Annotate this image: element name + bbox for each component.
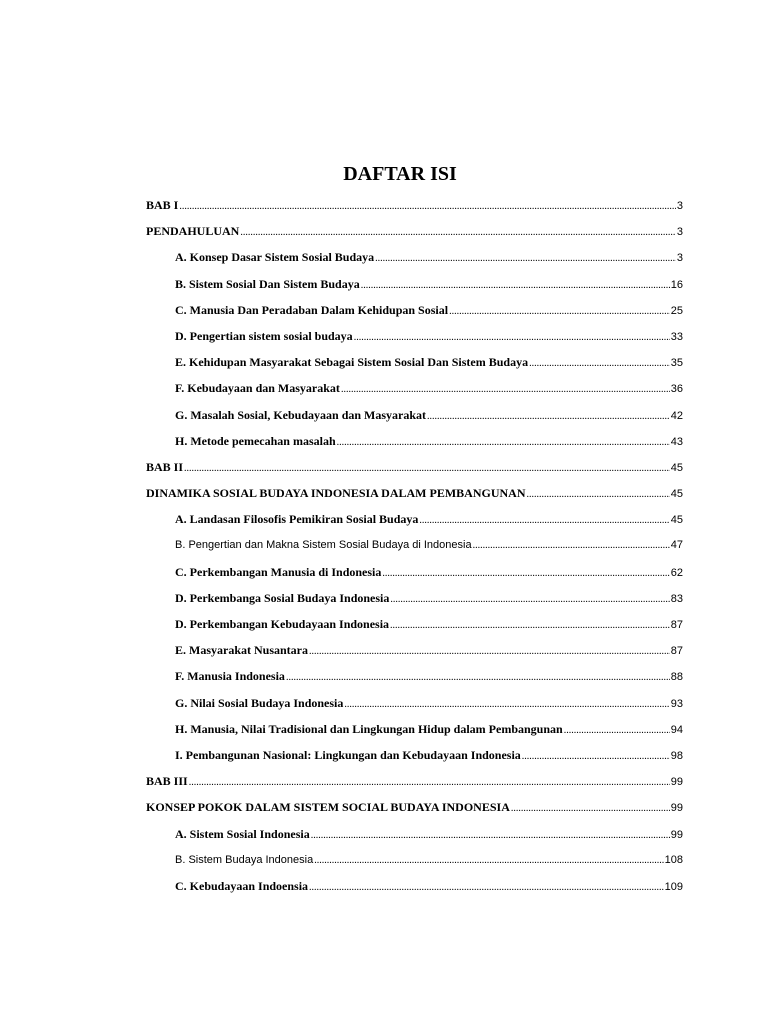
toc-entry bbox=[146, 405, 683, 431]
dot-leader bbox=[527, 485, 670, 505]
dot-leader bbox=[286, 668, 670, 688]
toc-entry bbox=[146, 378, 683, 404]
toc-entry bbox=[146, 247, 683, 273]
toc-entry-label: C. Manusia Dan Peradaban Dalam Kehidupan Sosial bbox=[175, 302, 449, 317]
toc-entry-page-number: 83 bbox=[670, 592, 683, 605]
toc-entry-page-number: 99 bbox=[670, 828, 683, 841]
toc-entry bbox=[146, 745, 683, 771]
dot-leader bbox=[427, 407, 670, 427]
dot-leader bbox=[341, 380, 670, 400]
toc-entry bbox=[146, 483, 683, 509]
toc-entry-label: B. Pengertian dan Makna Sistem Sosial Budaya di Indonesia bbox=[175, 539, 472, 552]
toc-entry bbox=[146, 431, 683, 457]
toc-entry-page-number: 45 bbox=[670, 461, 683, 474]
toc-entry bbox=[146, 300, 683, 326]
toc-entry bbox=[146, 535, 683, 561]
toc-entry-page-number: 3 bbox=[676, 200, 683, 212]
toc-entry-page-number: 25 bbox=[670, 304, 683, 317]
toc-entry-label: C. Perkembangan Manusia di Indonesia bbox=[175, 564, 382, 579]
toc-entry-label: B. Sistem Budaya Indonesia bbox=[175, 853, 314, 866]
toc-entry bbox=[146, 352, 683, 378]
toc-entry-label: PENDAHULUAN bbox=[146, 224, 240, 239]
toc-entry-label: F. Kebudayaan dan Masyarakat bbox=[175, 381, 340, 396]
toc-entry-page-number: 108 bbox=[664, 853, 683, 866]
toc-entry-label: DINAMIKA SOSIAL BUDAYA INDONESIA DALAM PEMBANGUNAN bbox=[146, 486, 526, 501]
dot-leader bbox=[337, 433, 670, 453]
dot-leader bbox=[344, 695, 669, 715]
toc-entry bbox=[146, 588, 683, 614]
dot-leader bbox=[375, 249, 676, 269]
dot-leader bbox=[311, 826, 670, 846]
dot-leader bbox=[419, 511, 669, 531]
toc-entry-page-number: 33 bbox=[670, 330, 683, 343]
toc-entry-page-number: 88 bbox=[670, 671, 683, 684]
toc-entry-page-number: 98 bbox=[670, 749, 683, 762]
toc-entry bbox=[146, 824, 683, 850]
toc-entry bbox=[146, 693, 683, 719]
toc-entry-page-number: 42 bbox=[670, 409, 683, 422]
toc-entry-label: H. Metode pemecahan masalah bbox=[175, 433, 336, 448]
toc-entry-page-number: 16 bbox=[670, 278, 683, 291]
toc-entry bbox=[146, 850, 683, 876]
toc-entry bbox=[146, 221, 683, 247]
toc-entry bbox=[146, 457, 683, 483]
toc-entry bbox=[146, 876, 683, 902]
toc-entry bbox=[146, 562, 683, 588]
toc-entry-page-number: 62 bbox=[670, 566, 683, 579]
page-title: DAFTAR ISI bbox=[343, 163, 457, 185]
toc-entry bbox=[146, 274, 683, 300]
toc-entry-page-number: 43 bbox=[670, 435, 683, 448]
dot-leader bbox=[354, 328, 670, 348]
dot-leader bbox=[473, 536, 670, 556]
toc-entry-label: D. Perkembanga Sosial Budaya Indonesia bbox=[175, 590, 390, 605]
toc-entry-label: BAB II bbox=[146, 459, 184, 474]
toc-entry-page-number: 99 bbox=[670, 776, 683, 789]
toc-entry-page-number: 3 bbox=[676, 226, 683, 239]
dot-leader bbox=[179, 197, 676, 217]
dot-leader bbox=[309, 642, 670, 662]
toc-entry-label: B. Sistem Sosial Dan Sistem Budaya bbox=[175, 276, 360, 291]
toc-entry-label: KONSEP POKOK DALAM SISTEM SOCIAL BUDAYA INDONESIA bbox=[146, 800, 510, 815]
toc-entry-page-number: 109 bbox=[664, 880, 683, 893]
toc-entry bbox=[146, 666, 683, 692]
dot-leader bbox=[449, 302, 670, 322]
dot-leader bbox=[361, 276, 670, 296]
table-of-contents bbox=[146, 195, 683, 902]
dot-leader bbox=[309, 878, 664, 898]
dot-leader bbox=[382, 564, 669, 584]
toc-entry-label: A. Landasan Filosofis Pemikiran Sosial Budaya bbox=[175, 512, 419, 527]
toc-entry-label: C. Kebudayaan Indoensia bbox=[175, 878, 309, 893]
toc-entry-page-number: 36 bbox=[670, 383, 683, 396]
dot-leader bbox=[522, 747, 670, 767]
dot-leader bbox=[390, 590, 669, 610]
toc-entry bbox=[146, 195, 683, 221]
toc-entry-page-number: 45 bbox=[670, 488, 683, 501]
toc-entry-label: F. Manusia Indonesia bbox=[175, 669, 285, 684]
toc-entry-page-number: 87 bbox=[670, 645, 683, 658]
toc-entry-label: E. Kehidupan Masyarakat Sebagai Sistem Sosial Dan Sistem Budaya bbox=[175, 355, 529, 370]
toc-entry-label: G. Masalah Sosial, Kebudayaan dan Masyarakat bbox=[175, 407, 427, 422]
toc-entry-label: I. Pembangunan Nasional: Lingkungan dan Kebudayaan Indonesia bbox=[175, 747, 521, 762]
toc-entry bbox=[146, 614, 683, 640]
toc-entry bbox=[146, 797, 683, 823]
toc-entry-label: H. Manusia, Nilai Tradisional dan Lingkungan Hidup dalam Pembangunan bbox=[175, 721, 563, 736]
toc-entry-label: E. Masyarakat Nusantara bbox=[175, 643, 309, 658]
toc-entry bbox=[146, 719, 683, 745]
toc-entry-label: D. Pengertian sistem sosial budaya bbox=[175, 328, 353, 343]
dot-leader bbox=[529, 354, 670, 374]
toc-entry-label: G. Nilai Sosial Budaya Indonesia bbox=[175, 695, 344, 710]
toc-entry-page-number: 47 bbox=[670, 539, 683, 552]
toc-entry-page-number: 35 bbox=[670, 357, 683, 370]
dot-leader bbox=[240, 223, 676, 243]
dot-leader bbox=[564, 721, 670, 741]
toc-entry-label: D. Perkembangan Kebudayaan Indonesia bbox=[175, 617, 390, 631]
dot-leader bbox=[511, 799, 670, 819]
toc-entry-label: A. Sistem Sosial Indonesia bbox=[175, 826, 310, 841]
toc-entry-label: BAB III bbox=[146, 774, 188, 789]
dot-leader bbox=[189, 773, 670, 793]
toc-entry-page-number: 99 bbox=[670, 802, 683, 815]
toc-entry bbox=[146, 640, 683, 666]
dot-leader bbox=[390, 616, 670, 636]
toc-entry-page-number: 3 bbox=[676, 252, 683, 265]
toc-entry-page-number: 87 bbox=[670, 619, 683, 631]
toc-entry bbox=[146, 509, 683, 535]
toc-entry-page-number: 94 bbox=[670, 723, 683, 736]
toc-entry-page-number: 93 bbox=[670, 697, 683, 710]
toc-entry-label: BAB I bbox=[146, 198, 179, 212]
dot-leader bbox=[184, 459, 670, 479]
toc-entry-page-number: 45 bbox=[670, 514, 683, 527]
toc-entry-label: A. Konsep Dasar Sistem Sosial Budaya bbox=[175, 250, 375, 265]
toc-entry bbox=[146, 326, 683, 352]
toc-entry bbox=[146, 771, 683, 797]
dot-leader bbox=[314, 851, 663, 871]
